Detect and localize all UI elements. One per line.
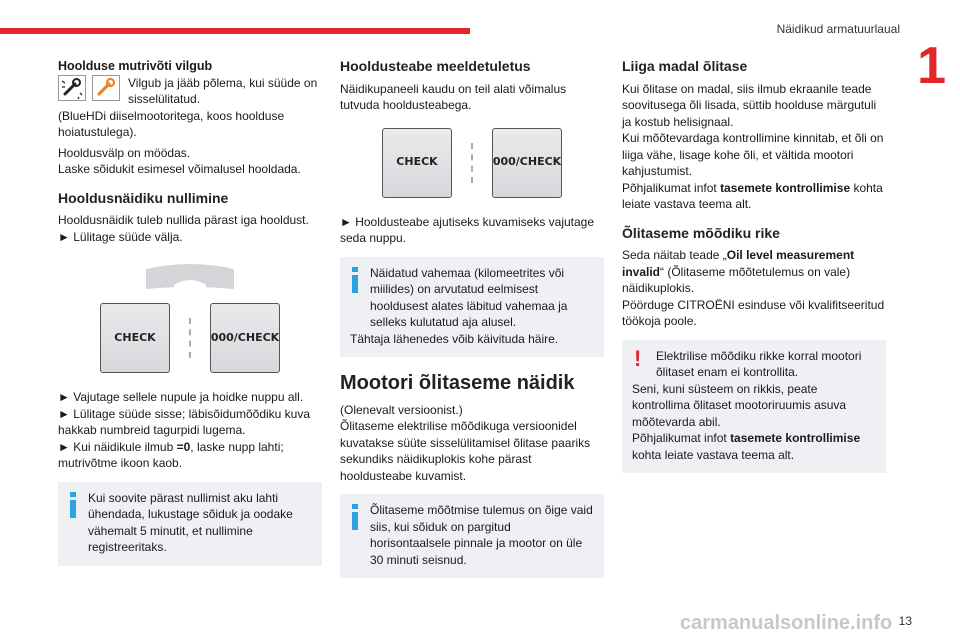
info-note-text-2: Tähtaja lähenedes võib käivituda häire.: [350, 331, 559, 346]
recall-heading: Hooldusteabe meeldetuletus: [340, 58, 531, 74]
lcd-check-display: CHECK: [382, 128, 452, 198]
info-icon: [350, 504, 360, 530]
watermark: carmanualsonline.info: [680, 612, 893, 634]
info-note-2: [340, 257, 604, 358]
wrench-text: Vilgub ja jääb põlema, kui süüde on sisselülitatud.: [128, 75, 318, 106]
fault-heading: Õlitaseme mõõdiku rike: [622, 224, 780, 241]
lcd-odometer-display: 000/CHECK: [492, 128, 562, 198]
reset-bullet-2: ► Vajutage sellele nupule ja hoidke nuppu all.: [58, 389, 322, 406]
info-icon: [68, 492, 78, 518]
wrench-row: [58, 75, 322, 108]
info-note-text: Näidatud vahemaa (kilomeetrites või miilides) on arvutatud eelmisest hooldusest alates läbitud vahemaa ja selleks kulutatud aja alusel.: [370, 265, 568, 329]
lcd-row-2: [340, 128, 604, 198]
warning-note-text-3: Põhjalikumat infot tasemete kontrollimise kohta leiate vastava teema alt.: [632, 431, 861, 462]
wrench-paragraph-2: (BlueHDi diiselmootoritega, koos hoolduse hoiatustulega).: [58, 108, 285, 139]
info-note-text: Kui soovite pärast nullimist aku lahti ühendada, lukustage sõiduk ja oodake vähemalt 5 minutit, et nullimine registreeritaks.: [88, 490, 293, 554]
info-note-1: [58, 482, 322, 566]
info-note-3: [340, 494, 604, 578]
low-oil-paragraph-3: Põhjalikumat infot tasemete kontrollimise kohta leiate vastava teema alt.: [622, 180, 883, 211]
column-2: [340, 58, 604, 586]
page-header-title: Näidikud armatuurlaual: [776, 22, 900, 36]
low-oil-paragraph-2: Kui mõõtevardaga kontrollimine kinnitab, et õli on liiga vähe, lisage kohe õli, et vältida mootori kahjustumist.: [622, 131, 884, 178]
reset-heading: Hooldusnäidiku nullimine: [58, 189, 229, 206]
column-1: [58, 58, 322, 574]
reset-paragraph: Hooldusnäidik tuleb nullida pärast iga hooldust.: [58, 213, 309, 227]
column-3: [622, 58, 886, 481]
flashing-wrench-icon: [58, 75, 86, 101]
oil-paragraph-1: (Olenevalt versioonist.): [340, 402, 463, 417]
oil-heading: Mootori õlitaseme näidik: [340, 372, 575, 394]
lcd-check-display: CHECK: [100, 303, 170, 373]
low-oil-heading: Liiga madal õlitase: [622, 58, 748, 74]
reset-bullet-3: ► Lülitage süüde sisse; läbisõidumõõdiku kuva hakkab numbreid tagurpidi lugema.: [58, 406, 322, 439]
warning-exclamation-icon: !: [634, 345, 642, 371]
service-wrench-icon: [92, 75, 120, 101]
wrench-paragraph-4: Laske sõidukit esimesel võimalusel hooldada.: [58, 162, 301, 176]
page-number: 13: [898, 614, 912, 628]
warning-note-text-2: Seni, kuni süsteem on rikkis, peate kontrollima õlitaset mootoriruumis asuva mõõtevarda abil.: [632, 381, 847, 429]
trip-button-icon: [142, 259, 238, 295]
warning-note: [622, 340, 886, 474]
reset-bullet-4: ► Kui näidikule ilmub =0, laske nupp lahti; mutrivõtme ikoon kaob.: [58, 439, 322, 472]
recall-bullet-1: ► Hooldusteabe ajutiseks kuvamiseks vajutage seda nuppu.: [340, 214, 604, 247]
warning-note-text: Elektrilise mõõdiku rikke korral mootori õlitaset enam ei kontrollita.: [656, 348, 862, 379]
wrench-icons: [58, 75, 120, 101]
info-note-text: Õlitaseme mõõtmise tulemus on õige vaid siis, kui sõiduk on pargitud horisontaalsele pinnale ja mootor on üle 30 minuti seisnud.: [370, 503, 593, 567]
wrench-paragraph-3: Hooldusvälp on möödas.: [58, 145, 191, 160]
reset-bullet-1: ► Lülitage süüde välja.: [58, 229, 322, 246]
fault-paragraph-2: Pöörduge CITROËNI esinduse või kvalifitseeritud töökoja poole.: [622, 297, 885, 328]
info-icon: [350, 267, 360, 293]
stalk-button-graphic: [58, 259, 322, 295]
top-accent-bar: [0, 28, 470, 34]
wrench-title: Hoolduse mutrivõti vilgub: [58, 59, 213, 73]
lcd-odometer-display: 000/CHECK: [210, 303, 280, 373]
recall-paragraph: Näidikupaneeli kaudu on teil alati võimalus tutvuda hooldusteabega.: [340, 81, 567, 112]
low-oil-paragraph-1: Kui õlitase on madal, siis ilmub ekraanile teade soovitusega õli lisada, süttib hoolduse märgutuli ja kostub helisignaal.: [622, 81, 877, 129]
fault-paragraph-1: Seda näitab teade „Oil level measurement invalid“ (Õlitaseme mõõtetulemus on vale) näidikuplokis.: [622, 248, 855, 295]
chapter-number: 1: [917, 37, 946, 95]
lcd-row-1: [58, 303, 322, 373]
oil-paragraph-2: Õlitaseme elektrilise mõõdikuga versioonidel kuvatakse süüte sisselülitamisel õlitase paariks sekundiks näidikuplokis kohe pärast hooldusteabe kuvamist.: [340, 419, 591, 483]
